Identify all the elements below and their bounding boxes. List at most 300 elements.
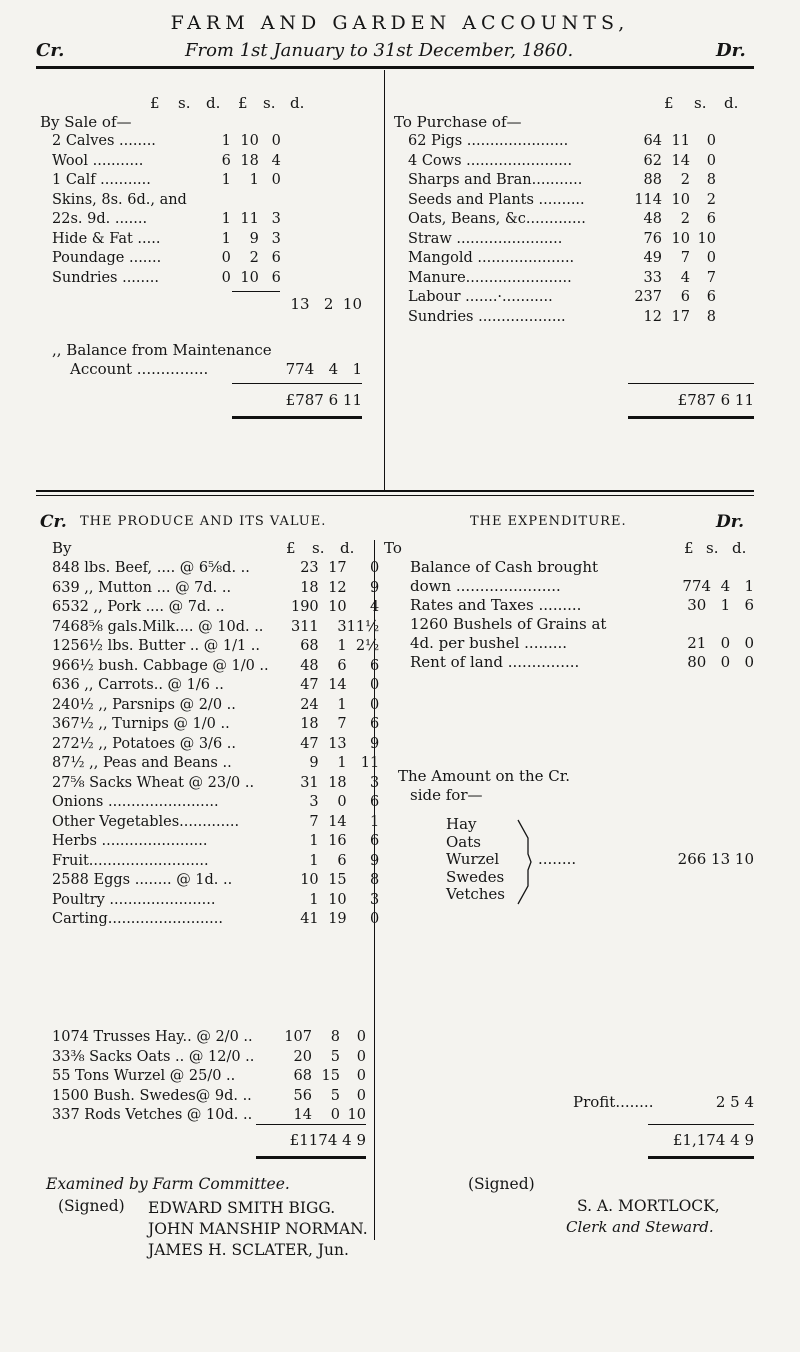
item-pounds: 3 bbox=[309, 794, 319, 810]
pounds: 774 bbox=[682, 577, 712, 595]
item-shillings: 10 bbox=[240, 269, 259, 286]
table-row bbox=[52, 1087, 366, 1107]
name-bigg: EDWARD SMITH BIGG. bbox=[148, 1199, 336, 1217]
item-pence: 0 bbox=[706, 152, 716, 169]
item-label: 639 ,, Mutton ... @ 7d. .. bbox=[52, 579, 232, 596]
table-row bbox=[52, 891, 379, 911]
bottom-debit-dr: Dr. bbox=[716, 512, 745, 532]
item-label: 33⅜ Sacks Oats .. @ 12/0 .. bbox=[52, 1048, 255, 1065]
table-row bbox=[52, 637, 379, 657]
crop-hay: Hay bbox=[446, 815, 477, 833]
col-head-pence-2: d. bbox=[290, 94, 305, 112]
item-pence: 0 bbox=[706, 133, 716, 149]
item-shillings: 17 bbox=[671, 308, 690, 325]
col-head-pounds: £ bbox=[150, 94, 160, 112]
item-shillings: 2 bbox=[680, 172, 690, 188]
item-label: Skins, 8s. 6d., and bbox=[52, 191, 187, 208]
item-shillings: 13 bbox=[328, 735, 347, 752]
item-pounds: 107 bbox=[284, 1029, 312, 1045]
item-label: 87½ ,, Peas and Beans .. bbox=[52, 755, 232, 771]
item-pounds: 31 bbox=[300, 774, 319, 791]
item-label: Sundries ........ bbox=[52, 269, 159, 286]
crop-oats: Oats bbox=[446, 832, 481, 851]
amount-label-2: side for— bbox=[410, 786, 483, 804]
table-row bbox=[408, 132, 716, 152]
table-row bbox=[52, 191, 281, 211]
item-pounds: 68 bbox=[293, 1068, 312, 1084]
subtitle-dr: Dr. bbox=[716, 40, 746, 61]
table-row bbox=[52, 269, 281, 289]
bottom-credit-by: By bbox=[52, 539, 72, 557]
item-label: 636 ,, Carrots.. @ 1/6 .. bbox=[52, 677, 224, 693]
subtitle-period: From 1st January to 31st December, 1860. bbox=[185, 40, 574, 61]
col-head-shillings: s. bbox=[178, 94, 191, 112]
item-pence: 6 bbox=[369, 657, 380, 674]
item-shillings: 1 bbox=[249, 172, 259, 188]
table-row bbox=[52, 1067, 366, 1087]
item-shillings: 19 bbox=[328, 911, 347, 927]
item-label: Labour .......·........... bbox=[408, 289, 553, 305]
item-label: 22s. 9d. ....... bbox=[52, 211, 148, 227]
item-pounds: 1 bbox=[221, 133, 231, 149]
table-row bbox=[408, 152, 716, 172]
top-divider bbox=[384, 70, 385, 490]
balance-shillings: 4 bbox=[328, 360, 339, 378]
table-row bbox=[52, 793, 379, 813]
item-pence: 3 bbox=[271, 230, 281, 247]
item-pence: 0 bbox=[356, 1087, 366, 1104]
bottom-credit-heading: THE PRODUCE AND ITS VALUE. bbox=[80, 514, 327, 529]
item-pounds: 68 bbox=[300, 638, 319, 654]
item-label: Herbs ....................... bbox=[52, 833, 208, 849]
item-shillings: 17 bbox=[328, 560, 347, 576]
item-shillings: 10 bbox=[328, 599, 347, 615]
item-pence: 0 bbox=[356, 1029, 366, 1045]
item-shillings: 18 bbox=[328, 774, 347, 791]
item-shillings: 18 bbox=[240, 152, 259, 169]
top-debit-total: £787 6 11 bbox=[677, 391, 754, 409]
subtotal-rule bbox=[232, 291, 280, 292]
top-debit-header: To Purchase of— bbox=[394, 113, 522, 131]
table-row bbox=[52, 813, 379, 833]
item-pounds: 1 bbox=[221, 172, 231, 188]
table-row bbox=[52, 1028, 366, 1048]
crops-total: 266 13 10 bbox=[677, 850, 754, 868]
item-pence: 6 bbox=[369, 716, 380, 732]
item-pounds: 64 bbox=[643, 133, 662, 149]
table-row bbox=[408, 308, 716, 328]
bottom-debit-heading: THE EXPENDITURE. bbox=[470, 514, 627, 529]
item-label: 27⅝ Sacks Wheat @ 23/0 .. bbox=[52, 774, 255, 791]
table-row bbox=[408, 191, 716, 211]
item-pence: 3 bbox=[369, 891, 380, 908]
item-shillings: 6 bbox=[680, 289, 690, 305]
item-pence: 4 bbox=[369, 599, 380, 615]
crops-brace bbox=[516, 818, 532, 906]
item-label: 1 Calf ........... bbox=[52, 172, 151, 188]
item-shillings bbox=[231, 191, 259, 211]
item-pounds: 12 bbox=[643, 308, 662, 325]
table-row bbox=[52, 676, 379, 696]
item-shillings: 12 bbox=[328, 579, 347, 596]
table-row bbox=[408, 210, 716, 230]
profit-label: Profit........ bbox=[573, 1093, 654, 1111]
balance-label-2: Account ............... bbox=[70, 360, 209, 378]
pounds: 30 bbox=[687, 596, 707, 614]
table-row bbox=[408, 249, 716, 269]
item-pounds: 6 bbox=[221, 152, 231, 169]
col-head-shillings: s. bbox=[312, 539, 325, 557]
table-row bbox=[52, 852, 379, 872]
item-pounds: 114 bbox=[634, 191, 662, 208]
item-label: Poundage ....... bbox=[52, 250, 162, 266]
table-row bbox=[52, 774, 379, 794]
produce-table-2 bbox=[52, 1028, 366, 1126]
top-credit-total-rule bbox=[232, 383, 362, 384]
item-pounds: 56 bbox=[293, 1087, 312, 1104]
name-sclater: JAMES H. SCLATER, Jun. bbox=[148, 1241, 349, 1259]
item-label: 1256½ lbs. Butter .. @ 1/1 .. bbox=[52, 638, 261, 654]
item-pounds: 48 bbox=[300, 657, 319, 674]
item-pounds: 190 bbox=[290, 599, 319, 615]
item-label: 1500 Bush. Swedes@ 9d. .. bbox=[52, 1087, 252, 1104]
pence: 1 bbox=[744, 577, 754, 595]
item-pence: 9 bbox=[369, 852, 380, 869]
section-rule-2 bbox=[36, 495, 754, 496]
name-norman: JOHN MANSHIP NORMAN. bbox=[148, 1220, 368, 1238]
item-shillings: 8 bbox=[330, 1029, 340, 1045]
item-pounds: 48 bbox=[643, 211, 662, 227]
item-pounds: 1 bbox=[309, 833, 319, 849]
item-pence: 6 bbox=[369, 833, 380, 849]
item-shillings: 15 bbox=[328, 872, 347, 888]
item-label: Sharps and Bran........... bbox=[408, 172, 583, 188]
item-pounds: 14 bbox=[293, 1107, 312, 1123]
item-pence: 0 bbox=[369, 560, 380, 576]
item-label: Sundries ................... bbox=[408, 308, 566, 325]
item-pence: 4 bbox=[271, 152, 281, 169]
item-label: 1074 Trusses Hay.. @ 2/0 .. bbox=[52, 1029, 253, 1045]
item-shillings: 1 bbox=[337, 755, 347, 771]
col-head-pence: d. bbox=[724, 94, 739, 112]
item-pounds: 49 bbox=[643, 250, 662, 266]
item-shillings: 14 bbox=[328, 677, 347, 693]
crop-wurzel: Wurzel bbox=[446, 850, 500, 868]
item-label: 966½ bush. Cabbage @ 1/0 .. bbox=[52, 657, 269, 674]
table-row bbox=[408, 171, 716, 191]
item-shillings: 3 bbox=[337, 618, 347, 635]
item-label: Straw ....................... bbox=[408, 230, 563, 247]
item-shillings: 0 bbox=[330, 1107, 340, 1123]
item-pence: 9 bbox=[369, 735, 380, 752]
item-pence: 0 bbox=[369, 677, 380, 693]
item-pence: 2 bbox=[706, 191, 716, 208]
top-credit-total: £787 6 11 bbox=[285, 391, 362, 409]
item-pounds: 41 bbox=[300, 911, 319, 927]
bottom-credit-total: £1174 4 9 bbox=[289, 1131, 366, 1149]
subtitle-cr: Cr. bbox=[36, 40, 65, 61]
rent-label: Rent of land ............... bbox=[410, 653, 580, 671]
item-pounds: 237 bbox=[634, 289, 662, 305]
table-row bbox=[52, 657, 379, 677]
item-pounds: 18 bbox=[300, 716, 319, 732]
item-label: 240½ ,, Parsnips @ 2/0 .. bbox=[52, 696, 236, 713]
col-head-shillings: s. bbox=[694, 94, 707, 112]
item-shillings: 11 bbox=[671, 133, 690, 149]
table-row bbox=[52, 171, 281, 191]
item-shillings: 7 bbox=[680, 250, 690, 266]
table-row bbox=[52, 871, 379, 891]
item-pence bbox=[259, 191, 281, 211]
item-shillings: 10 bbox=[671, 230, 690, 247]
item-pence: 3 bbox=[271, 211, 281, 227]
table-row bbox=[408, 230, 716, 250]
item-label: Fruit.......................... bbox=[52, 852, 209, 869]
subtotal-pounds: 13 bbox=[290, 295, 310, 313]
crops-dots: ........ bbox=[538, 850, 577, 868]
item-pounds: 0 bbox=[221, 269, 231, 286]
item-shillings: 1 bbox=[337, 696, 347, 713]
bottom-credit-double-rule bbox=[256, 1156, 366, 1159]
item-pounds: 7 bbox=[309, 813, 319, 830]
shillings: 0 bbox=[720, 634, 731, 652]
item-pence: 8 bbox=[706, 172, 716, 188]
bottom-credit-total-rule bbox=[256, 1124, 366, 1125]
item-pence: 11½ bbox=[346, 618, 380, 635]
signed-label-1: (Signed) bbox=[58, 1197, 125, 1215]
name-mortlock: S. A. MORTLOCK, bbox=[577, 1197, 720, 1215]
item-shillings: 6 bbox=[337, 657, 347, 674]
item-pence: 1 bbox=[369, 813, 380, 830]
balance-amount bbox=[250, 361, 362, 378]
item-pounds: 47 bbox=[300, 735, 319, 752]
item-pounds bbox=[187, 191, 231, 211]
item-pence: 0 bbox=[271, 172, 281, 188]
item-shillings: 14 bbox=[328, 813, 347, 830]
item-pounds: 47 bbox=[300, 677, 319, 693]
item-shillings: 14 bbox=[671, 152, 690, 169]
item-pence: 6 bbox=[706, 289, 716, 305]
rates-label: Rates and Taxes ......... bbox=[410, 596, 582, 614]
item-pence: 0 bbox=[369, 696, 380, 713]
examined-label: Examined by Farm Committee. bbox=[46, 1175, 290, 1193]
item-label: 4 Cows ....................... bbox=[408, 152, 573, 169]
table-row bbox=[52, 910, 379, 930]
item-label: Seeds and Plants .......... bbox=[408, 191, 585, 208]
item-shillings: 5 bbox=[330, 1087, 340, 1104]
col-head-shillings-2: s. bbox=[263, 94, 276, 112]
top-debit-double-rule bbox=[628, 416, 754, 419]
item-pounds: 62 bbox=[643, 152, 662, 169]
col-head-pounds-2: £ bbox=[238, 94, 248, 112]
item-pounds: 9 bbox=[309, 755, 319, 771]
col-head-pence: d. bbox=[206, 94, 221, 112]
item-pounds: 1 bbox=[309, 891, 319, 908]
bottom-debit-double-rule bbox=[648, 1156, 754, 1159]
item-pence: 6 bbox=[271, 269, 281, 286]
item-pence: 0 bbox=[356, 1068, 366, 1084]
item-label: 367½ ,, Turnips @ 1/0 .. bbox=[52, 716, 230, 732]
item-shillings: 2 bbox=[680, 211, 690, 227]
grain-label-2: 4d. per bushel ......... bbox=[410, 634, 568, 652]
item-label: 272½ ,, Potatoes @ 3/6 .. bbox=[52, 735, 236, 752]
bottom-debit-to: To bbox=[384, 539, 402, 557]
table-row bbox=[52, 618, 379, 638]
subtotal-shillings: 2 bbox=[323, 295, 334, 313]
item-pounds: 20 bbox=[293, 1048, 312, 1065]
item-pence: 2½ bbox=[355, 638, 380, 654]
item-pence: 6 bbox=[706, 211, 716, 227]
table-row bbox=[52, 735, 379, 755]
table-row bbox=[52, 715, 379, 735]
clerk-title: Clerk and Steward. bbox=[566, 1218, 714, 1236]
item-label: Hide & Fat ..... bbox=[52, 230, 161, 247]
cash-balance-label-1: Balance of Cash brought bbox=[410, 558, 599, 576]
item-shillings: 9 bbox=[249, 230, 259, 247]
bottom-credit-cr: Cr. bbox=[40, 512, 67, 532]
item-pounds: 24 bbox=[300, 696, 319, 713]
crop-vetches: Vetches bbox=[446, 885, 505, 903]
item-shillings: 1 bbox=[337, 638, 347, 654]
col-head-pounds: £ bbox=[684, 539, 694, 557]
item-label: Onions ........................ bbox=[52, 794, 219, 810]
item-pounds: 1 bbox=[221, 211, 231, 227]
col-head-shillings: s. bbox=[706, 539, 719, 557]
item-shillings: 7 bbox=[337, 716, 347, 732]
item-label: Wool ........... bbox=[52, 152, 144, 169]
item-label: Carting......................... bbox=[52, 911, 223, 927]
item-label: Mangold ..................... bbox=[408, 250, 575, 266]
item-label: 55 Tons Wurzel @ 25/0 .. bbox=[52, 1068, 236, 1084]
signed-label-2: (Signed) bbox=[468, 1175, 535, 1193]
top-credit-double-rule bbox=[232, 416, 362, 419]
table-row bbox=[52, 249, 281, 269]
amount-label-1: The Amount on the Cr. bbox=[398, 767, 571, 785]
col-head-pence: d. bbox=[732, 539, 747, 557]
item-label: 62 Pigs ...................... bbox=[408, 133, 569, 149]
item-shillings: 10 bbox=[328, 891, 347, 908]
section-rule-1 bbox=[36, 490, 754, 492]
item-label: Oats, Beans, &c............. bbox=[408, 211, 586, 227]
item-pence: 0 bbox=[706, 250, 716, 266]
crop-swedes: Swedes bbox=[446, 867, 505, 886]
pence: 0 bbox=[744, 634, 754, 652]
pence: 6 bbox=[744, 596, 754, 614]
col-head-pounds: £ bbox=[664, 94, 674, 112]
table-row bbox=[52, 754, 379, 774]
item-shillings: 10 bbox=[240, 133, 259, 149]
item-label: 337 Rods Vetches @ 10d. .. bbox=[52, 1107, 253, 1123]
item-pounds: 76 bbox=[643, 230, 662, 247]
rates-amount bbox=[666, 597, 754, 614]
item-pounds: 1 bbox=[309, 852, 319, 869]
balance-pence: 1 bbox=[352, 360, 362, 378]
title-rule bbox=[36, 66, 754, 69]
table-row bbox=[52, 1048, 366, 1068]
item-pence: 9 bbox=[369, 579, 380, 596]
item-label: 6532 ,, Pork .... @ 7d. .. bbox=[52, 599, 225, 615]
table-row bbox=[52, 598, 379, 618]
balance-pounds: 774 bbox=[285, 360, 315, 378]
item-shillings: 5 bbox=[330, 1048, 340, 1065]
item-pounds: 1 bbox=[221, 230, 231, 247]
item-shillings: 16 bbox=[328, 833, 347, 849]
grain-amount bbox=[666, 635, 754, 652]
item-label: Other Vegetables............. bbox=[52, 813, 240, 830]
shillings: 1 bbox=[720, 596, 731, 614]
item-shillings: 6 bbox=[337, 852, 347, 869]
crops-list bbox=[446, 816, 505, 904]
item-label: 2588 Eggs ........ @ 1d. .. bbox=[52, 872, 233, 888]
pence: 0 bbox=[744, 653, 754, 671]
item-pence: 0 bbox=[369, 911, 380, 927]
item-pence: 10 bbox=[347, 1107, 366, 1123]
table-row bbox=[52, 210, 281, 230]
rent-amount bbox=[666, 654, 754, 671]
table-row bbox=[52, 696, 379, 716]
item-label: 848 lbs. Beef, .... @ 6⅝d. .. bbox=[52, 560, 250, 576]
item-pounds: 10 bbox=[300, 872, 319, 888]
item-shillings: 0 bbox=[337, 794, 347, 810]
item-shillings: 10 bbox=[671, 191, 690, 208]
col-head-pounds: £ bbox=[286, 539, 296, 557]
item-shillings: 15 bbox=[321, 1068, 340, 1084]
table-row bbox=[52, 832, 379, 852]
pounds: 80 bbox=[687, 653, 707, 671]
cash-balance-label-2: down ...................... bbox=[410, 577, 561, 595]
top-credit-table bbox=[52, 132, 281, 288]
grain-label-1: 1260 Bushels of Grains at bbox=[410, 615, 607, 633]
produce-table bbox=[52, 559, 379, 930]
item-pence: 0 bbox=[271, 133, 281, 149]
item-pounds: 0 bbox=[221, 250, 231, 266]
item-pence: 8 bbox=[369, 872, 380, 888]
cash-balance-amount bbox=[666, 578, 754, 595]
profit-amount: 2 5 4 bbox=[715, 1093, 754, 1111]
table-row bbox=[52, 1106, 366, 1126]
item-pounds: 33 bbox=[643, 269, 662, 286]
table-row bbox=[52, 579, 379, 599]
pounds: 21 bbox=[687, 634, 707, 652]
top-debit-total-rule bbox=[628, 383, 754, 384]
bottom-debit-total: £1,174 4 9 bbox=[672, 1131, 754, 1149]
item-pounds: 23 bbox=[300, 560, 319, 576]
item-label: Poultry ....................... bbox=[52, 891, 216, 908]
item-pence: 6 bbox=[369, 794, 380, 810]
table-row bbox=[52, 132, 281, 152]
item-pounds: 311 bbox=[290, 618, 319, 635]
item-shillings: 2 bbox=[249, 250, 259, 266]
balance-label-1: ,, Balance from Maintenance bbox=[52, 341, 272, 359]
top-credit-header: By Sale of— bbox=[40, 113, 132, 131]
item-label: Manure....................... bbox=[408, 269, 572, 286]
item-shillings: 4 bbox=[680, 269, 690, 286]
table-row bbox=[52, 152, 281, 172]
item-pence: 0 bbox=[356, 1048, 366, 1065]
item-pence: 8 bbox=[706, 308, 716, 325]
item-pence: 6 bbox=[271, 250, 281, 266]
item-pence: 10 bbox=[697, 230, 716, 247]
top-credit-subtotal bbox=[250, 296, 362, 313]
item-pounds: 88 bbox=[643, 172, 662, 188]
table-row bbox=[52, 559, 379, 579]
page-title: FARM AND GARDEN ACCOUNTS, bbox=[170, 12, 630, 34]
shillings: 4 bbox=[720, 577, 731, 595]
item-label: 2 Calves ........ bbox=[52, 133, 156, 149]
table-row bbox=[52, 230, 281, 250]
item-label: 7468⅝ gals.Milk.... @ 10d. .. bbox=[52, 618, 264, 635]
item-pence: 11 bbox=[360, 755, 380, 771]
